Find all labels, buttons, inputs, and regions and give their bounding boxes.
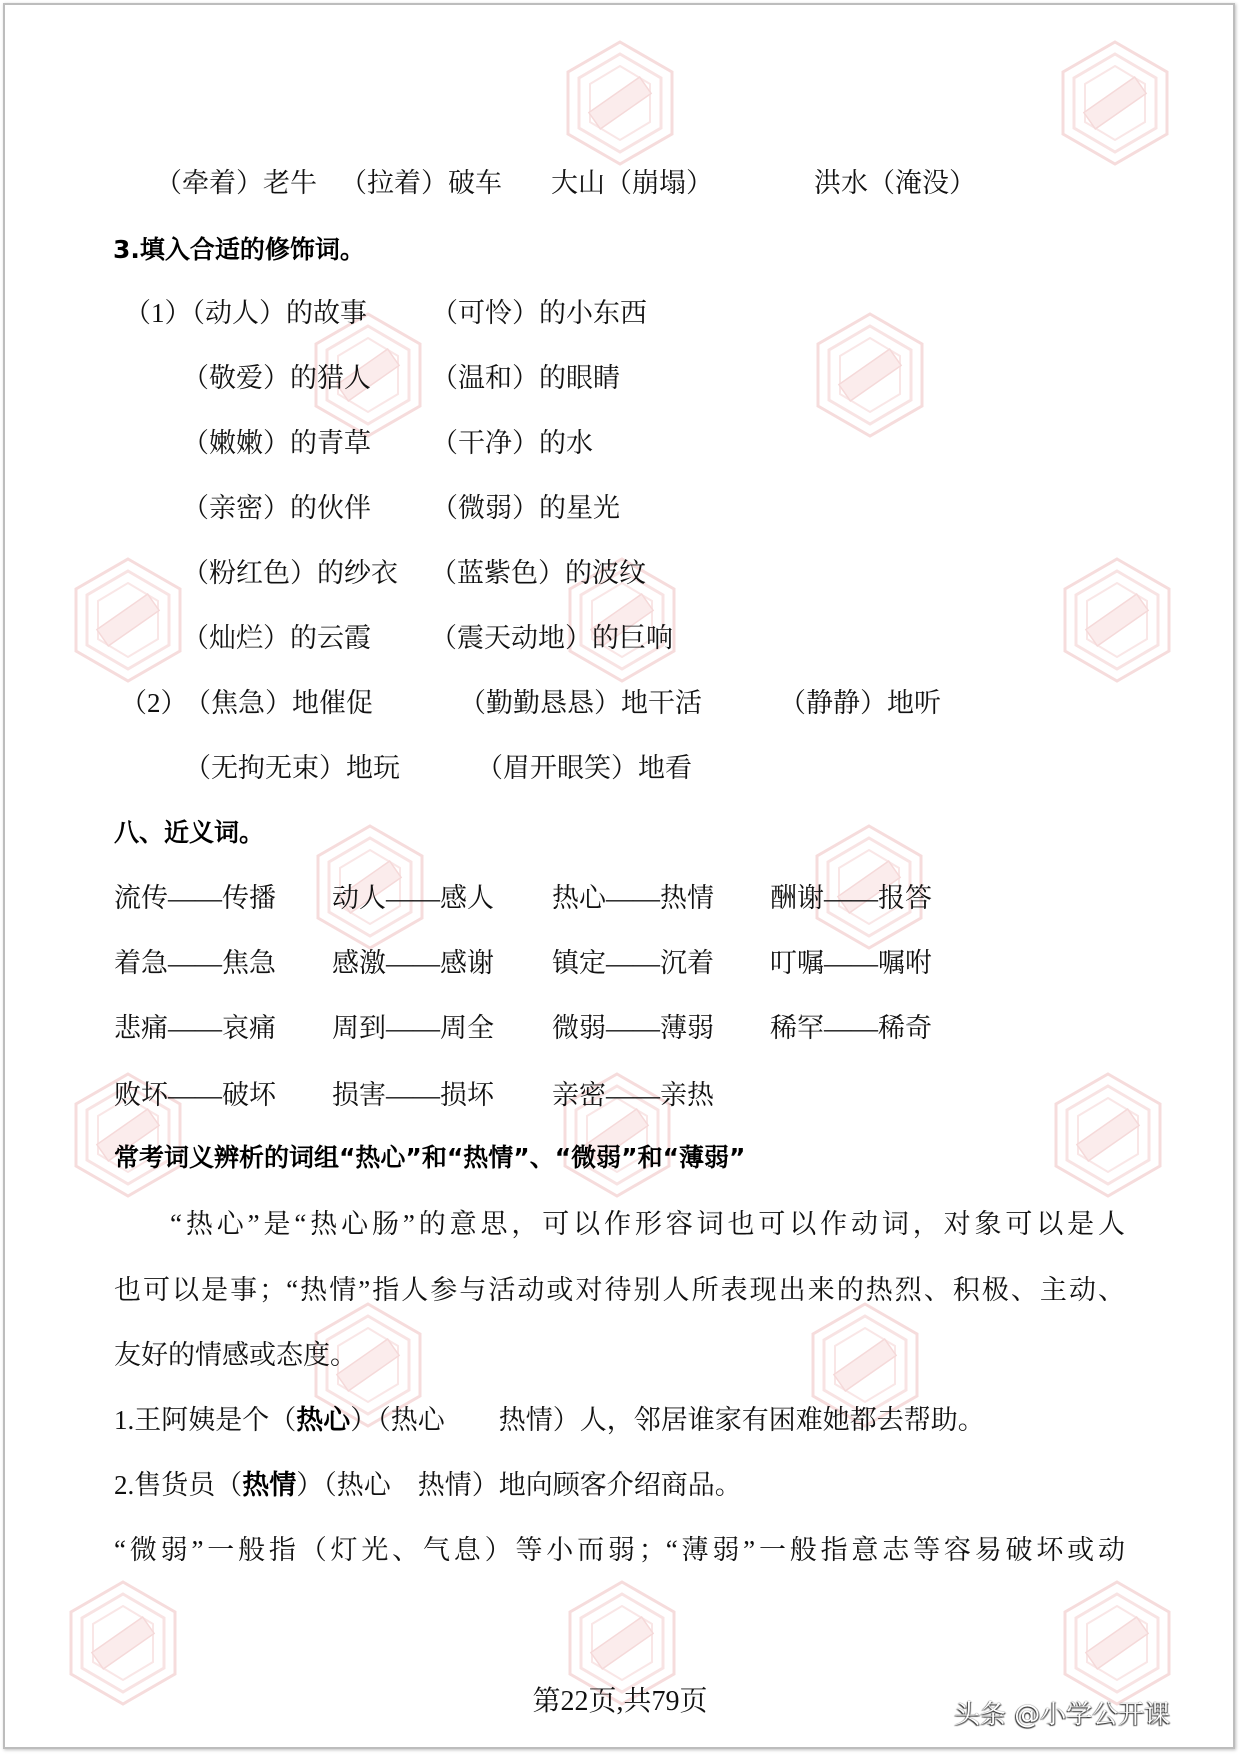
watermark-logo-icon	[1062, 556, 1172, 684]
example-suffix: ）（热心 热情）人，邻居谁家有困难她都去帮助。	[350, 1405, 985, 1435]
watermark-logo-icon	[1053, 1071, 1163, 1199]
example-prefix: 1.王阿姨是个（	[114, 1405, 297, 1435]
modifier-item: （温和）的眼睛	[431, 363, 620, 393]
modifier-item: （干净）的水	[431, 428, 593, 458]
synonym-pair: 酬谢——报答	[770, 883, 932, 913]
section-heading: 八、近义词。	[114, 818, 265, 847]
verb-phrase: （拉着）破车	[340, 168, 502, 198]
synonym-pair: 动人——感人	[332, 883, 494, 913]
explanation-line: 也可以是事；“热情”指人参与活动或对待别人所表现出来的热烈、积极、主动、	[114, 1275, 1125, 1305]
example-sentence	[114, 1403, 985, 1438]
synonym-pair: 流传——传播	[114, 883, 276, 913]
synonym-pair: 叮嘱——嘱咐	[770, 948, 932, 978]
adverb-item: （焦急）地催促	[184, 688, 373, 718]
example-sentence	[114, 1468, 742, 1503]
synonym-pair: 稀罕——稀奇	[770, 1013, 932, 1043]
synonym-pair: 败坏——破坏	[114, 1080, 276, 1110]
adverb-item: （勤勤恳恳）地干活	[459, 688, 702, 718]
section-heading: 3.填入合适的修饰词。	[113, 235, 365, 264]
explanation-line: “微弱”一般指（灯光、气息）等小而弱；“薄弱”一般指意志等容易破坏或动	[114, 1535, 1125, 1565]
example-answer: 热情	[242, 1470, 297, 1501]
example-prefix: 2.售货员（	[114, 1470, 243, 1500]
part-label: （2）	[120, 688, 188, 718]
adverb-item: （静静）地听	[779, 688, 941, 718]
explanation-line: 友好的情感或态度。	[114, 1340, 357, 1370]
section-heading: 常考词义辨析的词组“热心”和“热情”、“微弱”和“薄弱”	[114, 1143, 746, 1172]
modifier-item: （嫩嫩）的青草	[182, 428, 371, 458]
adverb-item: （眉开眼笑）地看	[476, 753, 692, 783]
modifier-item: （动人）的故事	[178, 298, 367, 328]
watermark-text: 头条 @小学公开课	[954, 1700, 1171, 1730]
part-label: （1）	[124, 298, 192, 328]
synonym-pair: 亲密——亲热	[552, 1080, 714, 1110]
verb-phrase: 大山（崩塌）	[551, 168, 713, 198]
watermark-logo-icon	[73, 556, 183, 684]
page-indicator: 第22页,共79页	[532, 1686, 708, 1717]
watermark-logo-icon	[1060, 39, 1170, 167]
modifier-item: （亲密）的伙伴	[182, 493, 371, 523]
modifier-item: （敬爱）的猎人	[182, 363, 371, 393]
explanation-line: “热心”是“热心肠”的意思，可以作形容词也可以作动词，对象可以是人	[170, 1209, 1125, 1239]
modifier-item: （粉红色）的纱衣	[182, 558, 398, 588]
adverb-item: （无拘无束）地玩	[184, 753, 400, 783]
synonym-pair: 悲痛——哀痛	[114, 1013, 276, 1043]
verb-phrase: 洪水（淹没）	[814, 168, 976, 198]
synonym-pair: 感激——感谢	[332, 948, 494, 978]
synonym-pair: 微弱——薄弱	[552, 1013, 714, 1043]
modifier-item: （震天动地）的巨响	[430, 623, 673, 653]
verb-phrase: （牵着）老牛	[155, 168, 317, 198]
modifier-item: （微弱）的星光	[431, 493, 620, 523]
synonym-pair: 镇定——沉着	[552, 948, 714, 978]
synonym-pair: 损害——损坏	[332, 1080, 494, 1110]
watermark-logo-icon	[565, 39, 675, 167]
synonym-pair: 周到——周全	[332, 1013, 494, 1043]
example-answer: 热心	[296, 1405, 351, 1436]
watermark-logo-icon	[815, 311, 925, 439]
example-suffix: ）（热心 热情）地向顾客介绍商品。	[296, 1470, 742, 1500]
modifier-item: （蓝紫色）的波纹	[430, 558, 646, 588]
modifier-item: （可怜）的小东西	[431, 298, 647, 328]
synonym-pair: 热心——热情	[552, 883, 714, 913]
modifier-item: （灿烂）的云霞	[182, 623, 371, 653]
synonym-pair: 着急——焦急	[114, 948, 276, 978]
